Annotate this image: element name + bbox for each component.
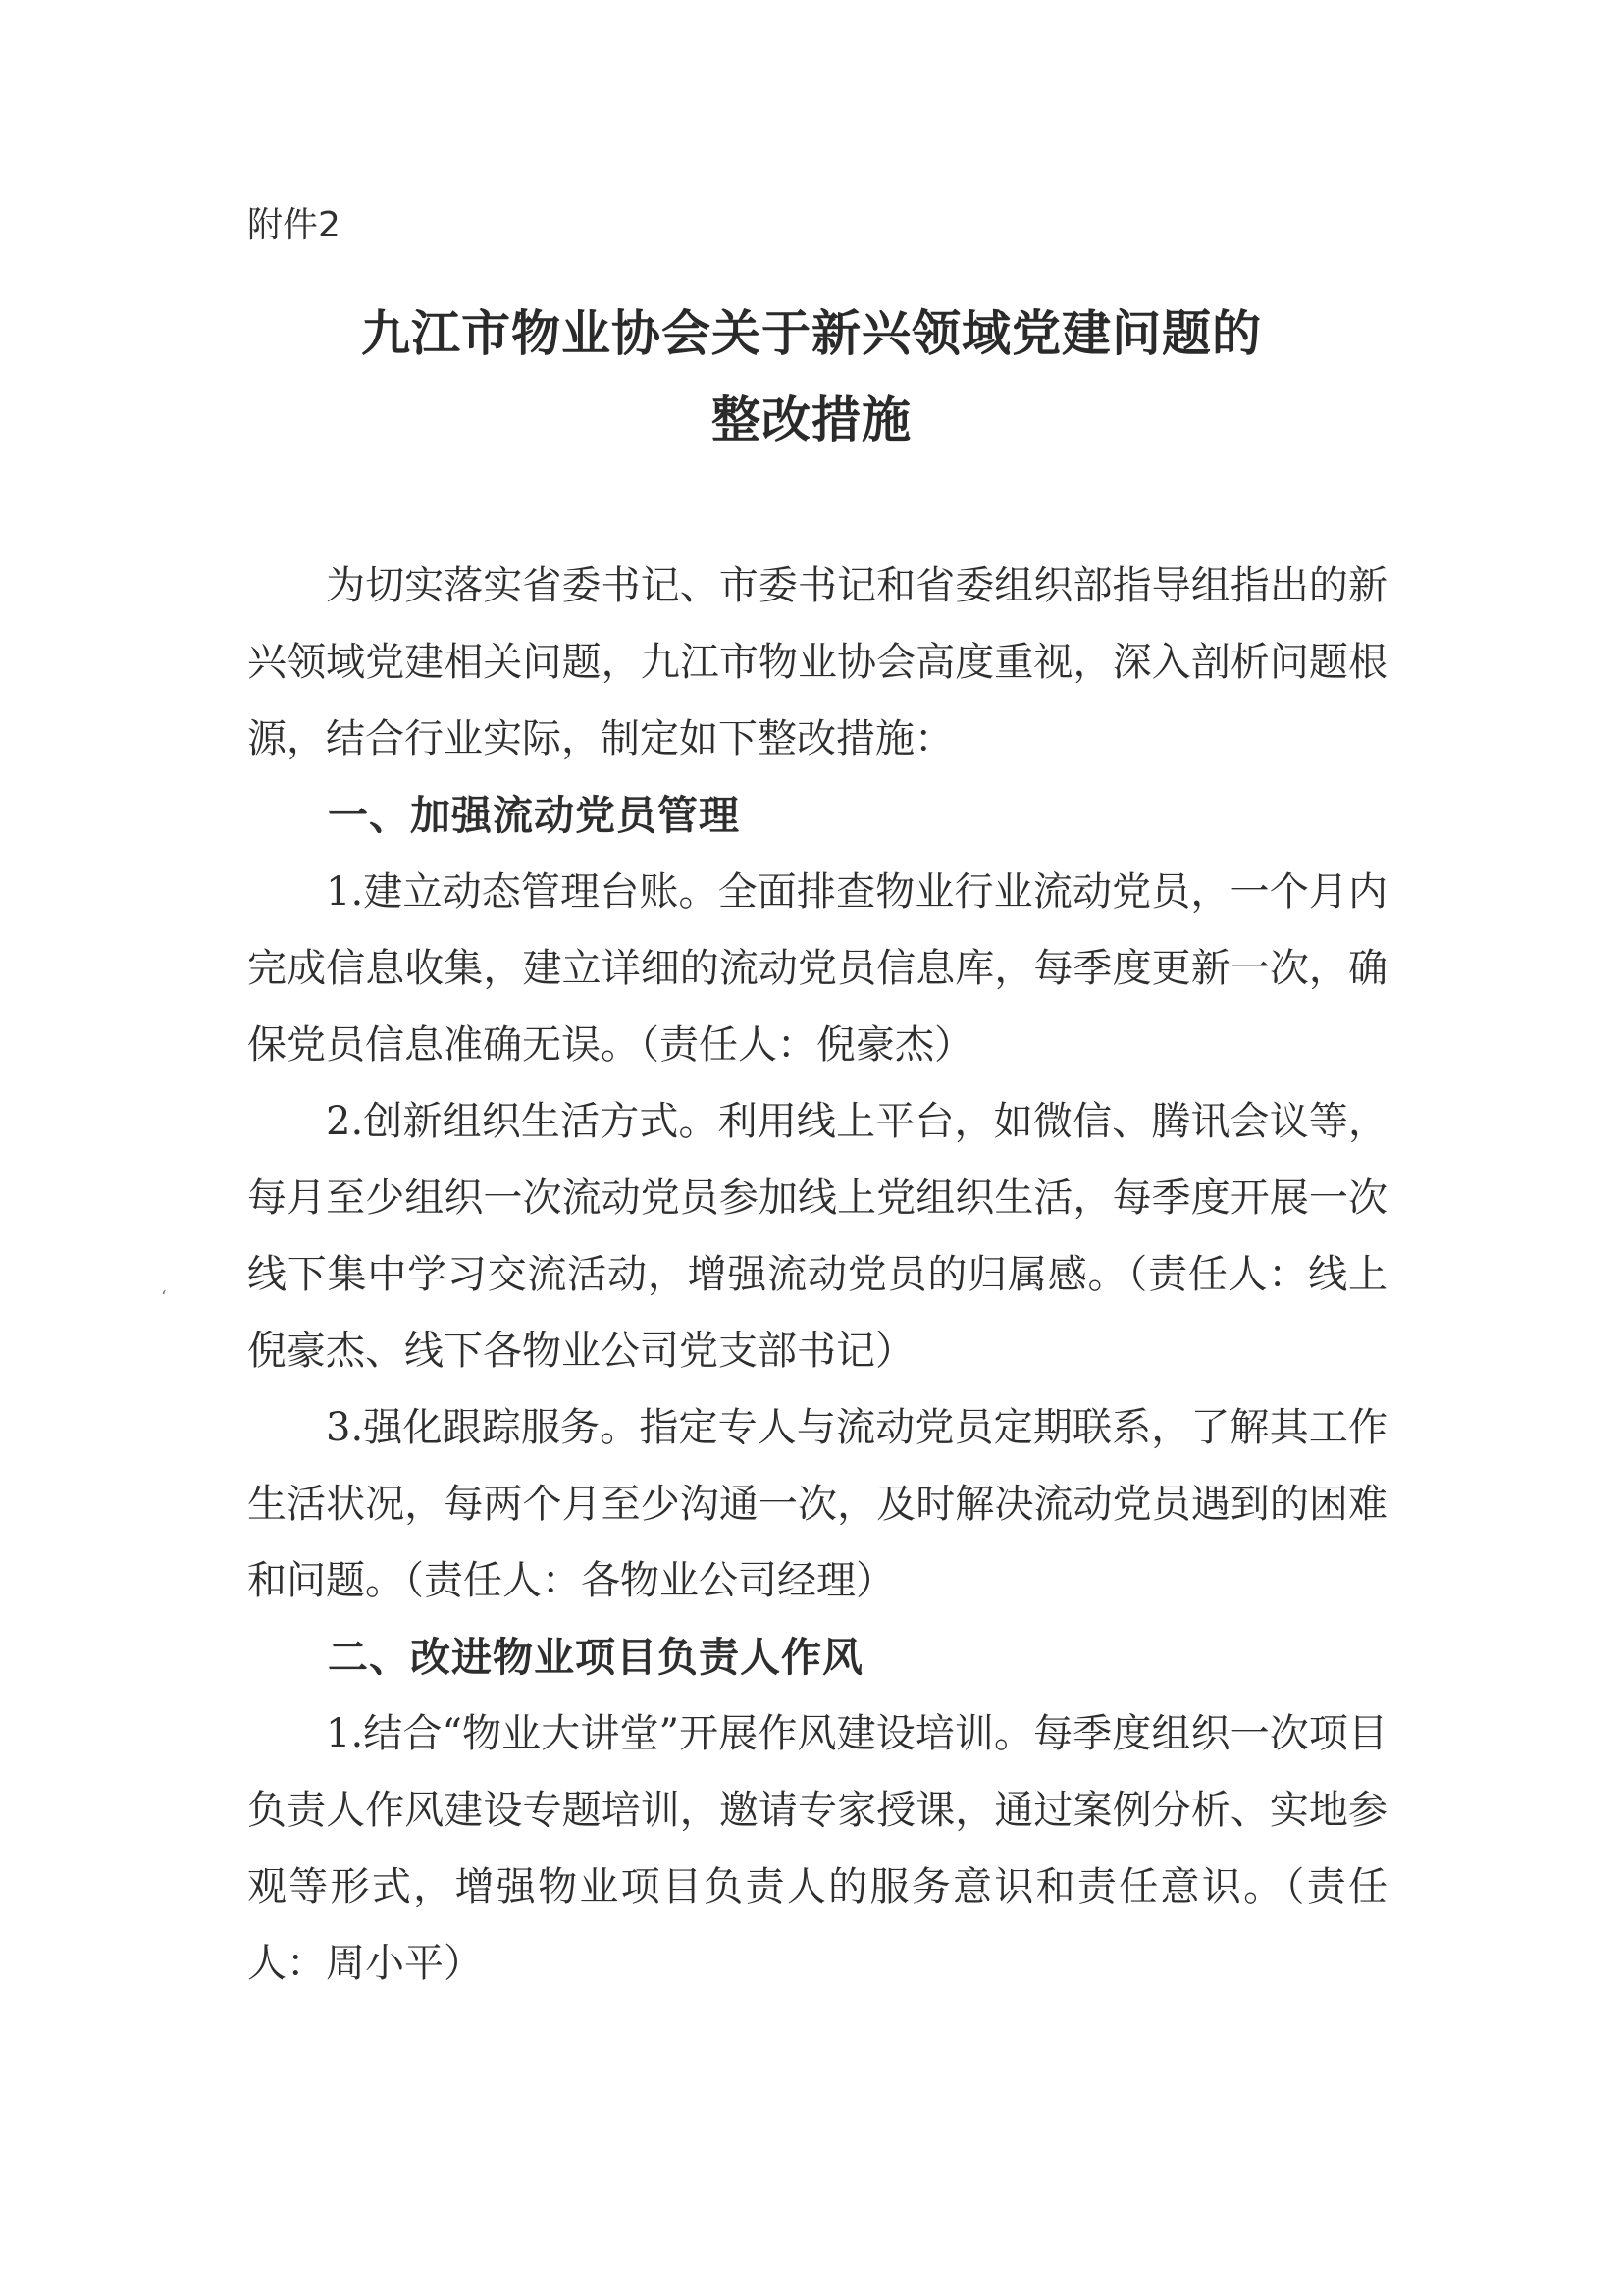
section-1-item-2: 2.创新组织生活方式。利用线上平台，如微信、腾讯会议等，每月至少组织一次流动党员参加线上党组织生活，每季度开展一次线下集中学习交流活动，增强流动党员的归属感。（责任人：线上倪豪杰、线下各物业公司党支部书记）	[247, 1099, 1387, 1374]
section-2-item-1: 1.结合“物业大讲堂”开展作风建设培训。每季度组织一次项目负责人作风建设专题培训，邀请专家授课，通过案例分析、实地参观等形式，增强物业项目负责人的服务意识和责任意识。（责任人：周小平）	[247, 1711, 1387, 1986]
intro-paragraph: 为切实落实省委书记、市委书记和省委组织部指导组指出的新兴领域党建相关问题，九江市物业协会高度重视，深入剖析问题根源，结合行业实际，制定如下整改措施：	[247, 563, 1387, 761]
section-heading-2: 二、改进物业项目负责人作风	[328, 1634, 864, 1681]
document-title-line-1: 九江市物业协会关于新兴领域党建问题的	[361, 304, 1262, 362]
section-1-item-3: 3.强化跟踪服务。指定专人与流动党员定期联系，了解其工作生活状况，每两个月至少沟通一次，及时解决流动党员遇到的困难和问题。（责任人：各物业公司经理）	[247, 1405, 1387, 1603]
attachment-label: 附件2	[247, 205, 340, 245]
document-title-line-2: 整改措施	[711, 391, 912, 448]
section-1-item-1: 1.建立动态管理台账。全面排查物业行业流动党员，一个月内完成信息收集，建立详细的流动党员信息库，每季度更新一次，确保党员信息准确无误。（责任人：倪豪杰）	[247, 869, 1387, 1068]
section-heading-1: 一、加强流动党员管理	[328, 792, 740, 839]
scan-mark: ‘	[161, 1287, 167, 1308]
document-body	[247, 548, 1387, 2002]
